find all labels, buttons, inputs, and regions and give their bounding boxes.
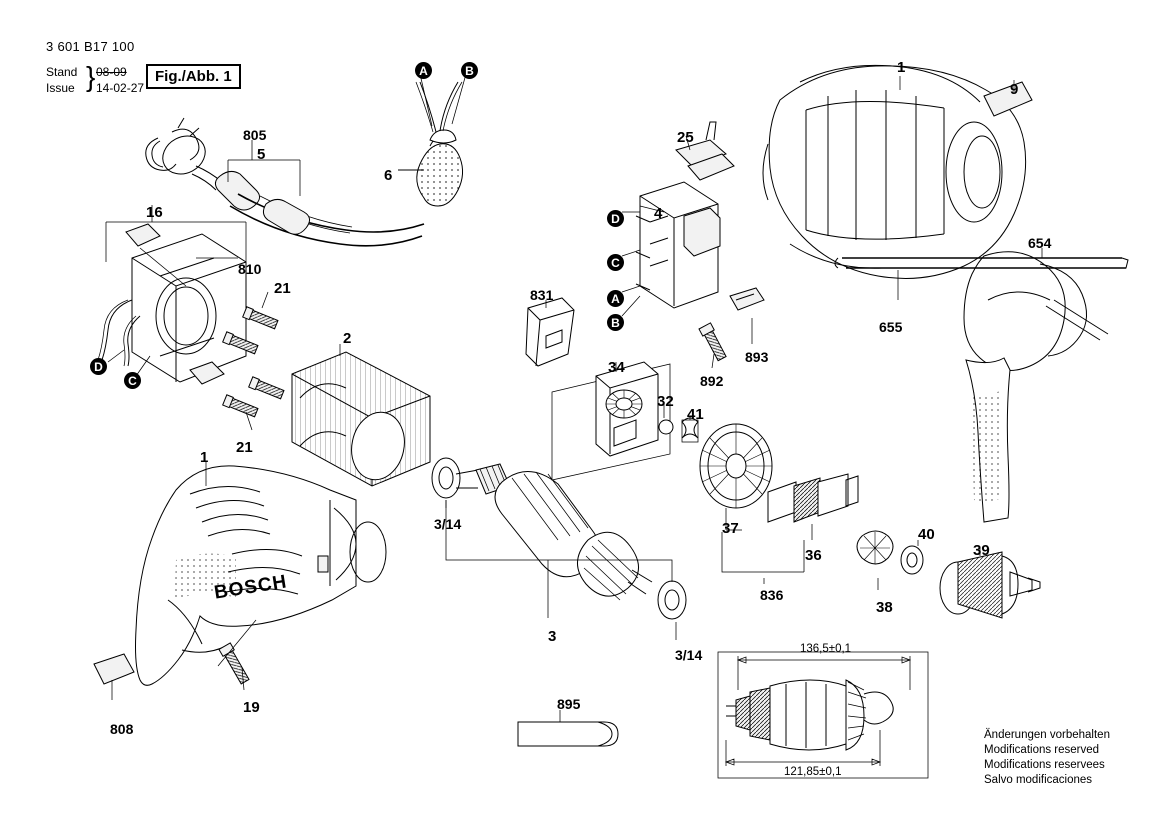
dimension-bottom: 121,85±0,1 <box>784 766 842 778</box>
callout-41: 41 <box>687 406 704 423</box>
callout-655: 655 <box>879 319 903 335</box>
callout-805: 805 <box>243 127 267 143</box>
callout-38: 38 <box>876 599 893 616</box>
callout-21: 21 <box>236 439 253 456</box>
callout-40: 40 <box>918 526 935 543</box>
callout-808: 808 <box>110 721 134 737</box>
callout-893: 893 <box>745 349 769 365</box>
footer-note-es: Salvo modificaciones <box>984 774 1093 786</box>
letter-marker-a: A <box>607 290 624 307</box>
letter-marker-b: B <box>607 314 624 331</box>
callout-4: 4 <box>654 205 663 222</box>
letter-marker-d: D <box>607 210 624 227</box>
letter-marker-a: A <box>415 62 432 79</box>
callout-25: 25 <box>677 129 694 146</box>
callout-3: 3 <box>548 628 557 645</box>
issue-label: Issue <box>46 81 75 95</box>
brace-glyph: } <box>86 61 96 92</box>
callout-37: 37 <box>722 520 739 537</box>
callout-836: 836 <box>760 587 784 603</box>
stand-label: Stand <box>46 65 78 79</box>
callout-895: 895 <box>557 696 581 712</box>
bosch-logo: BOSCH <box>212 571 289 604</box>
callout-36: 36 <box>805 547 822 564</box>
letter-marker-b: B <box>461 62 478 79</box>
callout-810: 810 <box>238 261 262 277</box>
callout-6: 6 <box>384 167 393 184</box>
letter-marker-d: D <box>90 358 107 375</box>
callout-1: 1 <box>200 449 209 466</box>
callout-16: 16 <box>146 204 163 221</box>
callout-21: 21 <box>274 280 291 297</box>
callout-831: 831 <box>530 287 554 303</box>
dimension-top: 136,5±0,1 <box>800 643 852 655</box>
callout-9: 9 <box>1010 81 1019 98</box>
callout-2: 2 <box>343 330 352 347</box>
stand-date: 08-09 <box>96 65 127 79</box>
callout-654: 654 <box>1028 235 1052 251</box>
issue-date: 14-02-27 <box>96 81 145 95</box>
callout-34: 34 <box>608 359 625 376</box>
callout-19: 19 <box>243 699 260 716</box>
callout-3-14: 3/14 <box>434 516 462 532</box>
footer-note-de: Änderungen vorbehalten <box>984 729 1110 741</box>
footer-note-fr: Modifications reservees <box>984 759 1105 771</box>
footer-note-en: Modifications reserved <box>984 744 1100 756</box>
figure-label: Fig./Abb. 1 <box>146 64 241 89</box>
callout-39: 39 <box>973 542 990 559</box>
letter-marker-c: C <box>607 254 624 271</box>
callout-5: 5 <box>257 146 266 163</box>
letter-marker-c: C <box>124 372 141 389</box>
part-number: 3 601 B17 100 <box>46 39 135 54</box>
callout-892: 892 <box>700 373 724 389</box>
callout-3-14: 3/14 <box>675 647 703 663</box>
callout-32: 32 <box>657 393 674 410</box>
callout-1: 1 <box>897 59 906 76</box>
